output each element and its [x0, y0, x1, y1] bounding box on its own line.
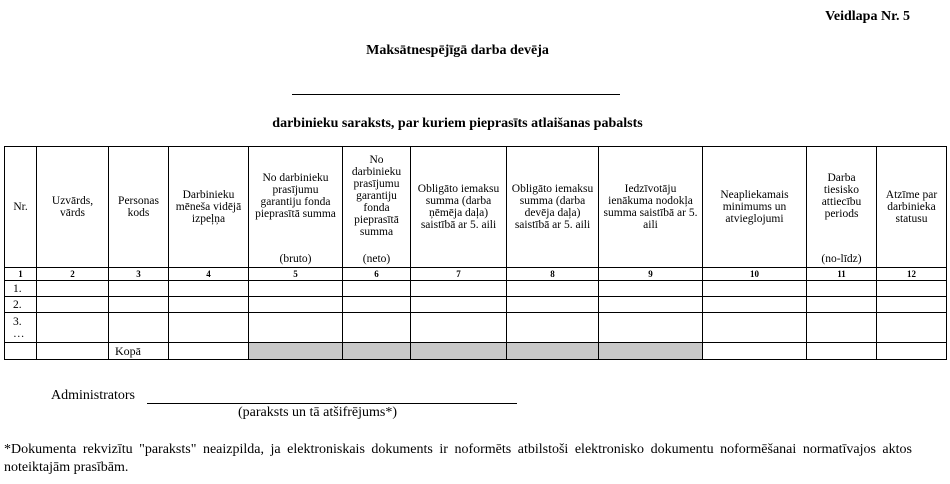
col-header-sum-gross: No darbinieku prasījumu garantiju fonda pieprasītā summa (bruto): [249, 147, 343, 268]
col-header-status-note: Atzīme par darbinieka statusu: [877, 147, 947, 268]
col-num: 2: [37, 268, 109, 281]
document-subtitle: darbinieku saraksts, par kuriem pieprasīts atlaišanas pabalsts: [272, 116, 643, 131]
col-header-avg-earnings: Darbinieku mēneša vidējā izpeļņa: [169, 147, 249, 268]
col-header-income-tax: Iedzīvotāju ienākuma nodokļa summa saistībā ar 5. aili: [599, 147, 703, 268]
table-row: [5, 281, 947, 297]
employee-table: [4, 146, 947, 360]
total-cell-disabled: [343, 343, 411, 360]
row-number: 2.: [5, 297, 37, 313]
form-number: Veidlapa Nr. 5: [825, 9, 910, 24]
col-num: 12: [877, 268, 947, 281]
row-number: 1.: [5, 281, 37, 297]
col-header-personal-code: Personas kods: [109, 147, 169, 268]
table-row: [5, 313, 947, 343]
table-row: [5, 297, 947, 313]
total-cell-disabled: [249, 343, 343, 360]
total-row: [5, 343, 947, 360]
col-num: 9: [599, 268, 703, 281]
col-header-employee-contrib: Obligāto iemaksu summa (darba ņēmēja daļa) saistībā ar 5. aili: [411, 147, 507, 268]
signature-line[interactable]: [147, 403, 517, 404]
header-row: [5, 147, 947, 268]
col-header-employment-period: Darba tiesisko attiecību periods (no-līdz): [807, 147, 877, 268]
col-num: 8: [507, 268, 599, 281]
total-cell-disabled: [507, 343, 599, 360]
footnote: *Dokumenta rekvizītu "paraksts" neaizpilda, ja elektroniskais dokuments ir noformēts atbilstoši elektronisko dokumentu noformēšanai normatīvajos aktos noteiktajām prasībām.: [4, 442, 912, 475]
total-label: Kopā: [109, 343, 169, 360]
row-number: 3. …: [5, 313, 37, 343]
col-num: 7: [411, 268, 507, 281]
col-header-tax-free-minimum: Neapliekamais minimums un atvieglojumi: [703, 147, 807, 268]
total-cell-disabled: [411, 343, 507, 360]
col-num: 3: [109, 268, 169, 281]
col-header-name: Uzvārds, vārds: [37, 147, 109, 268]
signature-hint: (paraksts un tā atšifrējums*): [238, 405, 398, 420]
total-cell-disabled: [599, 343, 703, 360]
col-header-employer-contrib: Obligāto iemaksu summa (darba devēja daļa) saistībā ar 5. aili: [507, 147, 599, 268]
col-num: 6: [343, 268, 411, 281]
col-num: 1: [5, 268, 37, 281]
document-title: Maksātnespējīgā darba devēja: [366, 43, 549, 58]
col-num: 11: [807, 268, 877, 281]
col-num: 10: [703, 268, 807, 281]
employer-name-line: [292, 94, 620, 95]
col-num: 4: [169, 268, 249, 281]
col-num: 5: [249, 268, 343, 281]
col-header-nr: Nr.: [5, 147, 37, 268]
col-header-sum-net: No darbinieku prasījumu garantiju fonda pieprasītā summa (neto): [343, 147, 411, 268]
column-number-row: [5, 268, 947, 281]
admin-label: Administrators: [51, 388, 135, 403]
